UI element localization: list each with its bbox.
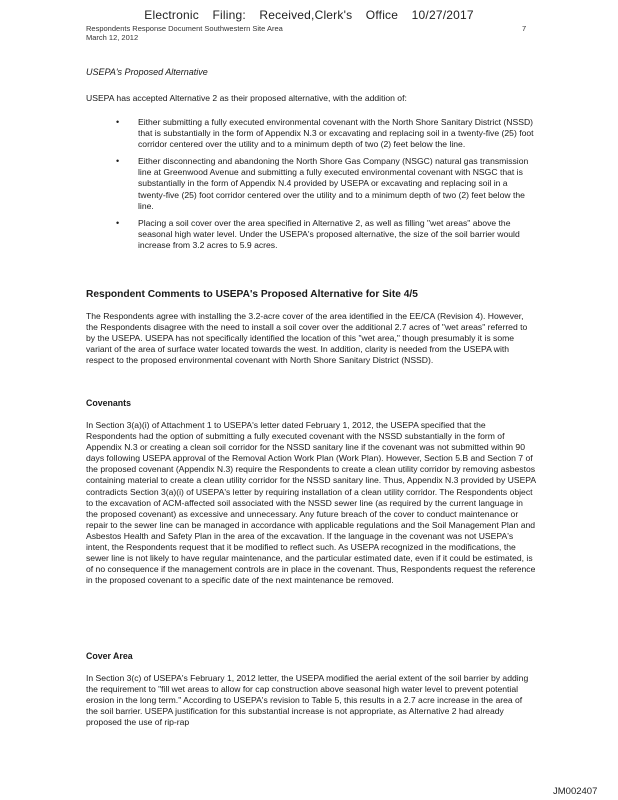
section-title-proposed-alternative: USEPA's Proposed Alternative (86, 67, 208, 77)
respondent-comments-paragraph: The Respondents agree with installing the 3.2-acre cover of the area identified in the EE/CA (Revision 4). However, the Respondents disagree with the need to install a soil cover over the additional 2.7 acres of "wet areas" referred to by the USEPA. USEPA has not specifically identified the location of this "wet area," though presumably it is some variant of the area of surface water located towards the west. In addition, clarity is needed from the USEPA with respect to the proposed environmental covenant with North Shore Sanitary District (NSSD). (86, 311, 528, 366)
cover-area-heading: Cover Area (86, 651, 133, 661)
header-document-title: Respondents Response Document Southwestern Site Area (86, 24, 283, 33)
respondent-comments-heading: Respondent Comments to USEPA's Proposed Alternative for Site 4/5 (86, 289, 418, 300)
list-item: • Either submitting a fully executed environmental covenant with the North Shore Sanitary District (NSSD) that is substantially in the form of Appendix N.3 or excavating and replacing soil in a twenty-five (25) foot corridor centered over the utility and to a minimum depth of two (2) feet below the line. (116, 117, 534, 150)
covenants-heading: Covenants (86, 398, 131, 408)
bullet-icon: • (116, 117, 120, 127)
filing-stamp: Electronic Filing: Received,Clerk's Office 10/27/2017 (144, 8, 474, 22)
bullet-icon: • (116, 217, 120, 228)
header-date: March 12, 2012 (86, 33, 139, 42)
list-item: • Placing a soil cover over the area specified in Alternative 2, as well as filling "wet areas" above the seasonal high water level. Under the USEPA's proposed alternative, the size of the soil barrier would increase from 3.2 acres to 5.9 acres. (116, 217, 520, 250)
bullet-icon: • (116, 156, 120, 167)
covenants-paragraph: In Section 3(a)(i) of Attachment 1 to USEPA's letter dated February 1, 2012, the USEPA specified that the Respondents had the option of submitting a fully executed covenant with the NSSD substantially in the form of Appendix N.3 or creating a clean soil corridor for the NSSD sanitary line if the covenant was not submitted within 90 days following USEPA approval of the Removal Action Work Plan (Work Plan). However, Section 5.B and Section 7 of the proposed covenant (Appendix N.3) require the Respondents to create a clean utility corridor by removing asbestos containing material to create a clean utility corridor for the NSSD sanitary line. Thus, Appendix N.3 provided by USEPA contradicts Section 3(a)(i) of USEPA's letter by requiring installation of a clean utility corridor. The Respondents object to the excavation of ACM-affected soil associated with the NSSD sewer line (as required by the current language in the proposed covenant) as excessive and unnecessary. Any future breach of the cover to conduct maintenance or repair to the sewer line can be managed in accordance with applicable regulations and the Soil Management Plan and Asbestos Health and Safety Plan in the area of the excavation. If the language in the covenant was not USEPA's intent, the Respondents request that it be modified to reflect such. As USEPA recognized in the modifications, the sewer line is not likely to have regular maintenance, and the particular estimated date, even if it could be estimated, is of no consequence if the management controls are in place in the covenant. Thus, Respondents request the reference in the proposed covenant to a specific date of the next maintenance be removed. (86, 420, 536, 586)
list-item: • Either disconnecting and abandoning the North Shore Gas Company (NSGC) natural gas transmission line at Greenwood Avenue and submitting a fully executed environmental covenant with NSGC that is substantially in the form of Appendix N.4 provided by USEPA or excavating and replacing soil in a twenty-five (25) foot corridor centered over the utility and to a minimum depth of two (2) feet below the line. (116, 156, 529, 211)
cover-area-paragraph: In Section 3(c) of USEPA's February 1, 2012 letter, the USEPA modified the aerial extent of the soil barrier by adding the requirement to "fill wet areas to allow for cap construction above seasonal high water level to prevent potential erosion in the long term." According to USEPA's revision to Table 5, this results in a 2.7 acre increase in the area of the soil barrier. USEPA justification for this substantial increase is not appropriate, as Alternative 2 had already proposed the use of rip-rap (86, 673, 529, 728)
bates-number: JM002407 (553, 786, 598, 797)
page-number: 7 (522, 24, 527, 33)
proposed-alternative-intro: USEPA has accepted Alternative 2 as their proposed alternative, with the addition of: (86, 93, 407, 103)
proposed-alternative-list (114, 117, 534, 251)
